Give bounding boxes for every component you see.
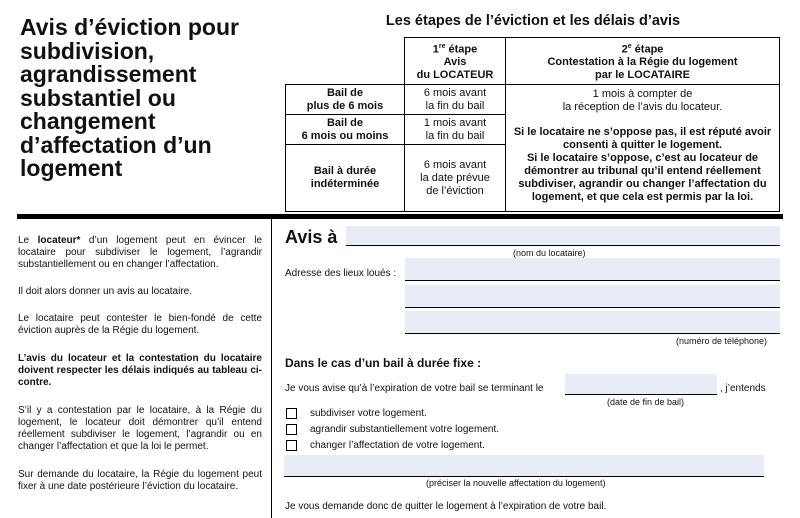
step2-line1: Contestation à la Régie du logement	[547, 56, 738, 69]
stages-table	[285, 37, 780, 212]
step2-header	[506, 38, 780, 85]
notice-suffix: , j’entends	[720, 383, 766, 394]
form-title: Avis d’éviction pour subdivision, agrandissement substantiel ou changement d’affectation d’un logement	[20, 14, 239, 181]
subdivide-checkbox[interactable]	[286, 408, 297, 419]
option-label: agrandir substantiellement votre logement.	[310, 424, 499, 435]
row-label: Bail de 6 mois ou moins	[286, 115, 405, 145]
step1-word: étape	[445, 43, 478, 56]
change-use-checkbox[interactable]	[286, 440, 297, 451]
contest-delay: 1 mois à compter de la réception de l’avis du locateur.	[562, 88, 723, 113]
enlarge-checkbox[interactable]	[286, 424, 297, 435]
step1-header	[405, 38, 506, 85]
delays-paragraph: L’avis du locateur et la contestation du locataire doivent respecter les délais indiqués au tableau ci-contre.	[18, 353, 262, 388]
closing-text: Je vous demande donc de quitter le logement à l’expiration de votre bail.	[285, 501, 607, 512]
proof-paragraph: S’il y a contestation par le locataire, à la Régie du logement, le locateur doit démontrer qu’il entend réellement subdiviser le logement, l’agrandir ou en changer l’affectation et que la loi le permet.	[18, 405, 262, 452]
notice-text: Je vous avise qu’à l’expiration de votre bail se terminant le	[285, 383, 544, 394]
row-label: Bail de plus de 6 mois	[286, 85, 405, 115]
new-use-caption: (préciser la nouvelle affectation du logement)	[426, 478, 606, 488]
notice-paragraph: Il doit alors donner un avis au locataire.	[18, 286, 192, 297]
row-label: Bail à durée indéterminée	[286, 145, 405, 212]
end-date-caption: (date de fin de bail)	[607, 397, 685, 407]
step2-line2: par le LOCATAIRE	[595, 69, 690, 82]
stages-header-row	[286, 38, 780, 85]
fixed-lease-heading: Dans le cas d’un bail à durée fixe :	[285, 356, 482, 370]
table-row	[286, 85, 780, 115]
contest-rule-oppose: Si le locataire s’oppose, c’est au locateur de démontrer au tribunal qu’il entend réellement subdiviser, agrandir ou changer l’affectation du logement, et que cela est permis par la loi.	[518, 152, 767, 203]
section-divider	[17, 214, 783, 219]
row-delay: 1 mois avant la fin du bail	[405, 115, 506, 145]
postpone-paragraph: Sur demande du locataire, la Régie du logement peut fixer à une date postérieure l’éviction du locataire.	[18, 469, 262, 492]
step1-sup: re	[438, 42, 446, 50]
row-delay: 6 mois avant la fin du bail	[405, 85, 506, 115]
locateur-term: locateur*	[37, 235, 81, 246]
contest-rule-consent: Si le locataire ne s’oppose pas, il est réputé avoir consenti à quitter le logement.	[513, 126, 772, 151]
address-label: Adresse des lieux loués :	[285, 268, 397, 279]
contest-cell	[506, 85, 780, 212]
row-delay: 6 mois avant la date prévue de l’éviction	[405, 145, 506, 212]
step1-number: 1	[432, 43, 439, 56]
phone-input[interactable]	[405, 311, 780, 334]
phone-caption: (numéro de téléphone)	[676, 336, 768, 346]
step1-line1: Avis	[443, 56, 467, 69]
avis-label: Avis à	[285, 227, 338, 247]
step2-number: 2	[621, 43, 628, 56]
tenant-name-caption: (nom du locataire)	[513, 248, 586, 258]
lease-end-date-input[interactable]	[565, 374, 717, 395]
option-label: changer l’affectation de votre logement.	[310, 440, 485, 451]
empty-header-cell	[286, 38, 405, 85]
new-use-input[interactable]	[284, 455, 764, 477]
step2-sup: e	[627, 42, 632, 50]
address-line1-input[interactable]	[405, 258, 780, 281]
option-label: subdiviser votre logement.	[310, 408, 427, 419]
step1-line2: du LOCATEUR	[416, 69, 494, 82]
address-line2-input[interactable]	[405, 285, 780, 308]
step2-word: étape	[631, 43, 664, 56]
contest-paragraph: Le locataire peut contester le bien-fondé de cette éviction auprès de la Régie du logement.	[18, 313, 262, 336]
column-divider	[271, 219, 272, 518]
tenant-name-input[interactable]	[346, 226, 780, 246]
intro-paragraph: Le locateur* d’un logement peut en évincer le locataire pour subdiviser le logement, l’agrandir substantiellement ou en changer l’affectation.	[18, 235, 263, 270]
stages-table-title: Les étapes de l’éviction et les délais d’avis	[385, 13, 681, 29]
